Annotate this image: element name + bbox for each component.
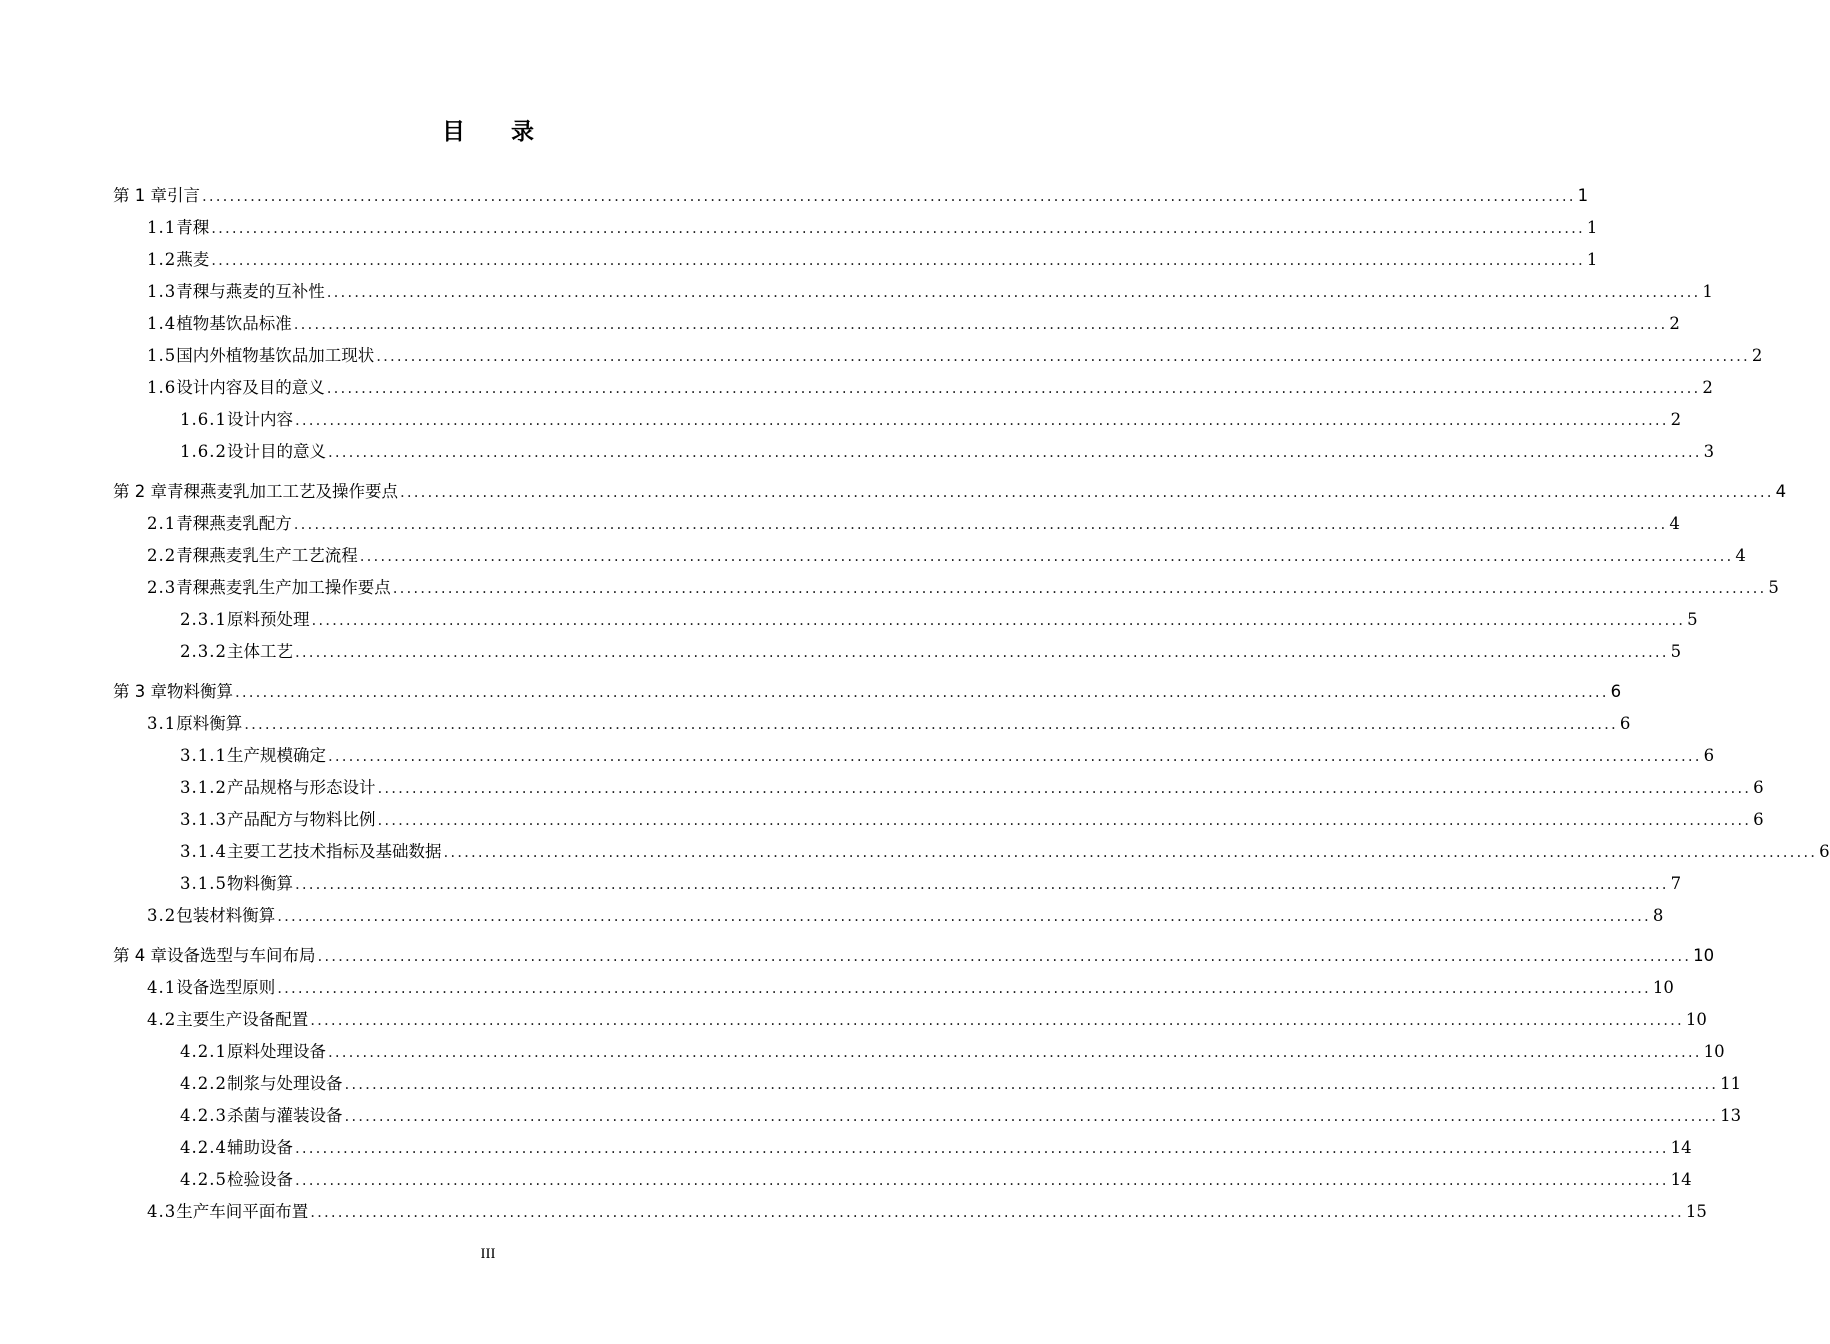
toc-entry-title: 青稞 — [176, 218, 210, 237]
toc-entry-number: 1.5 — [147, 346, 177, 365]
toc-entry-page: 11 — [1720, 1074, 1742, 1093]
toc-entry-page: 6 — [1619, 714, 1631, 733]
toc-chapter-entry[interactable] — [113, 944, 1715, 968]
dot-leader: ........................................................................................................................................................................................................ — [294, 875, 1669, 893]
toc-entry[interactable] — [180, 1104, 1742, 1128]
dot-leader: ........................................................................................................................................................................................................ — [202, 187, 1576, 205]
toc-entry-title: 原料预处理 — [226, 610, 310, 629]
toc-entry-title: 包装材料衡算 — [176, 906, 276, 925]
toc-entry-title: 设备选型原则 — [176, 978, 276, 997]
dot-leader: ........................................................................................................................................................................................................ — [310, 1203, 1684, 1221]
toc-entry-page: 3 — [1703, 442, 1715, 461]
dot-leader: ........................................................................................................................................................................................................ — [211, 251, 1585, 269]
toc-entry-number: 4.2.1 — [180, 1042, 227, 1061]
toc-entry-page: 14 — [1670, 1138, 1692, 1157]
dot-leader: ........................................................................................................................................................................................................ — [443, 843, 1818, 861]
dot-leader: ........................................................................................................................................................................................................ — [293, 515, 1668, 533]
toc-entry-page: 1 — [1702, 282, 1713, 301]
toc-entry-number: 1.4 — [147, 314, 177, 333]
toc-entry-title: 设计内容 — [226, 410, 293, 429]
toc-entry-title: 辅助设备 — [226, 1138, 293, 1157]
toc-entry[interactable] — [180, 440, 1715, 464]
toc-entry[interactable] — [147, 248, 1598, 272]
toc-entry-page: 6 — [1610, 682, 1622, 701]
toc-entry-page: 8 — [1652, 906, 1664, 925]
toc-entry-title: 青稞与燕麦的互补性 — [176, 282, 325, 301]
toc-entry-page: 4 — [1669, 514, 1680, 533]
toc-entry-title: 产品配方与物料比例 — [226, 810, 376, 829]
toc-entry-page: 1 — [1586, 218, 1598, 237]
toc-entry-number: 3.1 — [147, 714, 177, 733]
toc-entry-page: 5 — [1670, 642, 1682, 661]
toc-entry-page: 10 — [1652, 978, 1674, 997]
toc-entry-title: 设计目的意义 — [226, 442, 326, 461]
toc-entry-page: 6 — [1819, 842, 1830, 861]
toc-entry-number: 1.3 — [147, 282, 177, 301]
toc-entry-title: 制浆与处理设备 — [226, 1074, 343, 1093]
toc-entry-title: 物料衡算 — [167, 682, 233, 701]
dot-leader: ........................................................................................................................................................................................................ — [244, 715, 1618, 733]
dot-leader: ........................................................................................................................................................................................................ — [327, 443, 1702, 461]
toc-entry-page: 2 — [1702, 378, 1713, 397]
dot-leader: ........................................................................................................................................................................................................ — [326, 283, 1701, 301]
toc-entry-title: 原料处理设备 — [226, 1042, 326, 1061]
toc-entry-page: 13 — [1720, 1106, 1742, 1125]
toc-entry[interactable] — [147, 344, 1763, 368]
toc-entry-title: 检验设备 — [226, 1170, 293, 1189]
toc-entry-title: 主体工艺 — [226, 642, 293, 661]
toc-entry-page: 6 — [1703, 746, 1715, 765]
toc-entry-title: 杀菌与灌装设备 — [226, 1106, 343, 1125]
toc-entry-page: 2 — [1669, 314, 1680, 333]
toc-entry-page: 10 — [1703, 1042, 1725, 1061]
toc-entry-number: 1.6 — [147, 378, 177, 397]
dot-leader: ........................................................................................................................................................................................................ — [277, 979, 1651, 997]
toc-entry-number: 2.1 — [147, 514, 177, 533]
toc-entry[interactable] — [147, 976, 1674, 1000]
toc-entry[interactable] — [180, 1040, 1725, 1064]
toc-entry-title: 植物基饮品标准 — [176, 314, 292, 333]
dot-leader: ........................................................................................................................................................................................................ — [310, 1011, 1684, 1029]
toc-entry[interactable] — [180, 744, 1715, 768]
toc-entry-number: 4.1 — [147, 978, 177, 997]
toc-chapter-entry[interactable] — [113, 680, 1622, 704]
toc-entry-number: 4.2.2 — [180, 1074, 227, 1093]
dot-leader: ........................................................................................................................................................................................................ — [277, 907, 1651, 925]
toc-entry-number: 3.1.3 — [180, 810, 227, 829]
toc-entry-title: 物料衡算 — [226, 874, 293, 893]
toc-entry-page: 1 — [1577, 186, 1589, 205]
toc-chapter-entry[interactable] — [113, 480, 1787, 504]
toc-entry[interactable] — [147, 1200, 1707, 1224]
toc-entry[interactable] — [147, 216, 1598, 240]
dot-leader: ........................................................................................................................................................................................................ — [294, 411, 1669, 429]
toc-entry-number: 2.3 — [147, 578, 177, 597]
toc-entry[interactable] — [147, 904, 1664, 928]
toc-entry-title: 生产车间平面布置 — [176, 1202, 309, 1221]
dot-leader: ........................................................................................................................................................................................................ — [344, 1107, 1719, 1125]
dot-leader: ........................................................................................................................................................................................................ — [294, 1139, 1669, 1157]
toc-entry-number: 第 3 章 — [113, 682, 167, 701]
dot-leader: ........................................................................................................................................................................................................ — [294, 1171, 1669, 1189]
dot-leader: ........................................................................................................................................................................................................ — [377, 811, 1752, 829]
toc-entry-title: 青稞燕麦乳生产加工操作要点 — [176, 578, 391, 597]
toc-entry[interactable] — [147, 312, 1680, 336]
toc-entry[interactable] — [180, 776, 1764, 800]
toc-entry-page: 15 — [1685, 1202, 1707, 1221]
toc-entry[interactable] — [180, 608, 1698, 632]
toc-entry-page: 5 — [1768, 578, 1779, 597]
toc-entry-page: 6 — [1753, 778, 1764, 797]
toc-entry-page: 5 — [1687, 610, 1698, 629]
toc-entry-title: 引言 — [167, 186, 200, 205]
toc-entry-number: 2.3.1 — [180, 610, 227, 629]
toc-entry-number: 4.2 — [147, 1010, 177, 1029]
toc-entry-number: 3.1.1 — [180, 746, 227, 765]
toc-entry[interactable] — [147, 544, 1746, 568]
toc-entry-page: 6 — [1753, 810, 1764, 829]
toc-entry[interactable] — [180, 1072, 1742, 1096]
toc-entry-number: 第 1 章 — [113, 186, 167, 205]
title-char-1: 目 — [442, 119, 465, 145]
toc-entry-title: 产品规格与形态设计 — [226, 778, 376, 797]
toc-entry-number: 3.1.5 — [180, 874, 227, 893]
toc-entry-number: 4.2.4 — [180, 1138, 227, 1157]
dot-leader: ........................................................................................................................................................................................................ — [327, 747, 1702, 765]
toc-entry-number: 2.3.2 — [180, 642, 227, 661]
toc-entry-page: 14 — [1670, 1170, 1692, 1189]
toc-entry[interactable] — [180, 1168, 1692, 1192]
toc-entry-page: 2 — [1751, 346, 1763, 365]
toc-entry[interactable] — [147, 712, 1631, 736]
toc-entry-title: 设备选型与车间布局 — [167, 946, 316, 965]
toc-entry-number: 4.2.5 — [180, 1170, 227, 1189]
toc-entry-number: 第 2 章 — [113, 482, 167, 501]
dot-leader: ........................................................................................................................................................................................................ — [293, 315, 1668, 333]
dot-leader: ........................................................................................................................................................................................................ — [311, 611, 1686, 629]
toc-entry[interactable] — [147, 576, 1779, 600]
toc-entry-title: 青稞燕麦乳加工工艺及操作要点 — [167, 482, 398, 501]
toc-entry-title: 原料衡算 — [176, 714, 243, 733]
dot-leader: ........................................................................................................................................................................................................ — [376, 347, 1750, 365]
dot-leader: ........................................................................................................................................................................................................ — [294, 643, 1669, 661]
dot-leader: ........................................................................................................................................................................................................ — [235, 683, 1609, 701]
toc-entry-page: 10 — [1685, 1010, 1707, 1029]
toc-entry-title: 国内外植物基饮品加工现状 — [176, 346, 375, 365]
toc-entry-number: 3.2 — [147, 906, 177, 925]
dot-leader: ........................................................................................................................................................................................................ — [392, 579, 1767, 597]
toc-entry[interactable] — [147, 280, 1713, 304]
title-char-2: 录 — [511, 119, 534, 145]
toc-entry-page: 4 — [1775, 482, 1787, 501]
dot-leader: ........................................................................................................................................................................................................ — [400, 483, 1774, 501]
toc-entry-page: 1 — [1586, 250, 1598, 269]
toc-entry-number: 1.6.2 — [180, 442, 227, 461]
dot-leader: ........................................................................................................................................................................................................ — [317, 947, 1692, 965]
dot-leader: ........................................................................................................................................................................................................ — [326, 379, 1701, 397]
toc-entry[interactable] — [180, 872, 1682, 896]
toc-entry-number: 1.2 — [147, 250, 177, 269]
toc-entry-number: 第 4 章 — [113, 946, 167, 965]
toc-entry-number: 1.6.1 — [180, 410, 227, 429]
toc-entry-number: 3.1.4 — [180, 842, 227, 861]
toc-entry[interactable] — [147, 1008, 1707, 1032]
toc-entry-title: 主要工艺技术指标及基础数据 — [226, 842, 442, 861]
toc-entry[interactable] — [147, 376, 1713, 400]
toc-chapter-entry[interactable] — [113, 184, 1589, 208]
page-number-footer: III — [480, 1246, 496, 1262]
dot-leader: ........................................................................................................................................................................................................ — [377, 779, 1752, 797]
toc-entry[interactable] — [180, 840, 1830, 864]
toc-entry-page: 7 — [1670, 874, 1682, 893]
toc-entry[interactable] — [180, 408, 1682, 432]
toc-entry-title: 燕麦 — [176, 250, 210, 269]
toc-entry[interactable] — [180, 808, 1764, 832]
toc-entry-title: 设计内容及目的意义 — [176, 378, 325, 397]
toc-entry[interactable] — [180, 1136, 1692, 1160]
toc-entry-number: 4.2.3 — [180, 1106, 227, 1125]
toc-entry-number: 3.1.2 — [180, 778, 227, 797]
toc-entry-title: 主要生产设备配置 — [176, 1010, 309, 1029]
toc-entry-title: 青稞燕麦乳配方 — [176, 514, 292, 533]
dot-leader: ........................................................................................................................................................................................................ — [211, 219, 1585, 237]
toc-entry-number: 4.3 — [147, 1202, 177, 1221]
toc-entry-number: 2.2 — [147, 546, 177, 565]
toc-entry[interactable] — [147, 512, 1680, 536]
toc-entry-page: 10 — [1693, 946, 1715, 965]
toc-entry-title: 青稞燕麦乳生产工艺流程 — [176, 546, 358, 565]
toc-entry[interactable] — [180, 640, 1682, 664]
dot-leader: ........................................................................................................................................................................................................ — [359, 547, 1734, 565]
toc-entry-page: 2 — [1670, 410, 1682, 429]
dot-leader: ........................................................................................................................................................................................................ — [344, 1075, 1719, 1093]
toc-entry-number: 1.1 — [147, 218, 177, 237]
dot-leader: ........................................................................................................................................................................................................ — [327, 1043, 1702, 1061]
toc-entry-title: 生产规模确定 — [226, 746, 326, 765]
toc-entry-page: 4 — [1735, 546, 1746, 565]
